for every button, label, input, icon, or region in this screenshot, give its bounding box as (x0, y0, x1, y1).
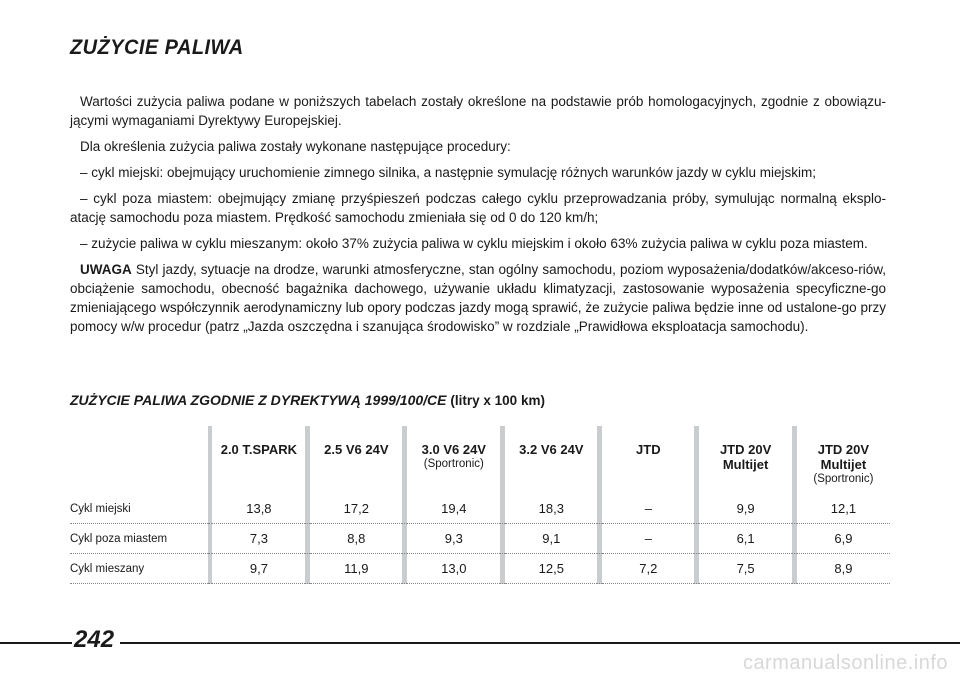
table-cell: 8,8 (310, 524, 402, 554)
table-row (70, 524, 890, 554)
paragraph-procedures: Dla określenia zużycia paliwa zostały wykonane następujące procedury: (80, 139, 511, 154)
table-cell: – (602, 494, 694, 524)
table-row (70, 554, 890, 584)
header-engine-3: 3.0 V6 24V (Sportronic) (421, 442, 486, 470)
row-label: Cykl mieszany (70, 554, 208, 584)
header-engine-7: JTD 20V Multijet (Sportronic) (813, 442, 874, 485)
watermark: carmanualsonline.info (742, 652, 948, 674)
table-cell: 6,9 (797, 524, 890, 554)
section-title-text: ZUŻYCIE PALIWA ZGODNIE Z DYREKTYWĄ 1999/100/CE (70, 392, 447, 408)
intro-text (70, 92, 886, 343)
header-engine-4: 3.2 V6 24V (519, 442, 584, 457)
footer-rule-left (0, 642, 72, 644)
section-title (70, 392, 545, 408)
table-cell: 9,7 (212, 554, 305, 584)
page-title: ZUŻYCIE PALIWA (70, 36, 244, 59)
table-cell: 12,1 (797, 494, 890, 524)
page-number: 242 (74, 626, 115, 653)
fuel-consumption-table (70, 426, 890, 584)
table-cell: 7,2 (602, 554, 694, 584)
paragraph-combined-cycle: – zużycie paliwa w cyklu mieszanym: około 37% zużycia paliwa w cyklu miejskim i około 63% zużycia paliwa w cyklu poza miastem. (80, 236, 868, 251)
header-empty (70, 426, 208, 494)
header-engine-6: JTD 20V Multijet (719, 442, 772, 472)
paragraph-extra-urban-cycle: – cykl poza miastem: obejmujący zmianę przyśpieszeń podczas całego cyklu przeprowadzania próby, symulując normalną eksplo-atację samochodu poza miastem. Prędkość samochodu zmieniała się od 0 do 120 km/h; (70, 191, 886, 225)
header-engine-2: 2.5 V6 24V (324, 442, 389, 457)
table-cell: 6,1 (699, 524, 792, 554)
section-unit: (litry x 100 km) (450, 393, 545, 408)
table-cell: 18,3 (505, 494, 597, 524)
table-cell: 8,9 (797, 554, 890, 584)
table-cell: 9,3 (407, 524, 500, 554)
row-label: Cykl miejski (70, 494, 208, 524)
table-cell: 11,9 (310, 554, 402, 584)
table-cell: – (602, 524, 694, 554)
paragraph-city-cycle: – cykl miejski: obejmujący uruchomienie zimnego silnika, a następnie symulację różnych warunków jazdy w cyklu miejskim; (80, 165, 817, 180)
paragraph-intro: Wartości zużycia paliwa podane w poniższych tabelach zostały określone na podstawie prób homologacyjnych, zgodnie z obowiązu-jącymi wymaganiami Dyrektywy Europejskiej. (70, 94, 886, 128)
note-text: Styl jazdy, sytuacje na drodze, warunki atmosferyczne, stan ogólny samochodu, poziom wyposażenia/dodatków/akceso-riów, obciążenie samochodu, obecność bagażnika dachowego, używanie układu klimatyzacji, zastosowanie wyposażenia specyficzne-go zmieniającego współczynnik aerodynamiczny lub opory podczas jazdy mogą sprawić, że zużycie paliwa będzie inne od ustalone-go przy pomocy w/w procedur (patrz „Jazda oszczędna i szanująca środowisko” w rozdziale „Prawidłowa eksploatacja samochodu). (70, 262, 886, 334)
table-cell: 7,5 (699, 554, 792, 584)
table-cell: 17,2 (310, 494, 402, 524)
table-cell: 19,4 (407, 494, 500, 524)
row-label: Cykl poza miastem (70, 524, 208, 554)
paragraph-note (70, 260, 886, 336)
header-engine-5: JTD (636, 442, 661, 457)
table-cell: 12,5 (505, 554, 597, 584)
header-engine-1: 2.0 T.SPARK (220, 442, 298, 457)
table-cell: 9,9 (699, 494, 792, 524)
table-cell: 13,0 (407, 554, 500, 584)
footer-rule-right (120, 642, 960, 644)
table-header-row (70, 426, 890, 494)
table-cell: 13,8 (212, 494, 305, 524)
table-cell: 7,3 (212, 524, 305, 554)
note-label: UWAGA (80, 262, 132, 277)
table-cell: 9,1 (505, 524, 597, 554)
table-row (70, 494, 890, 524)
